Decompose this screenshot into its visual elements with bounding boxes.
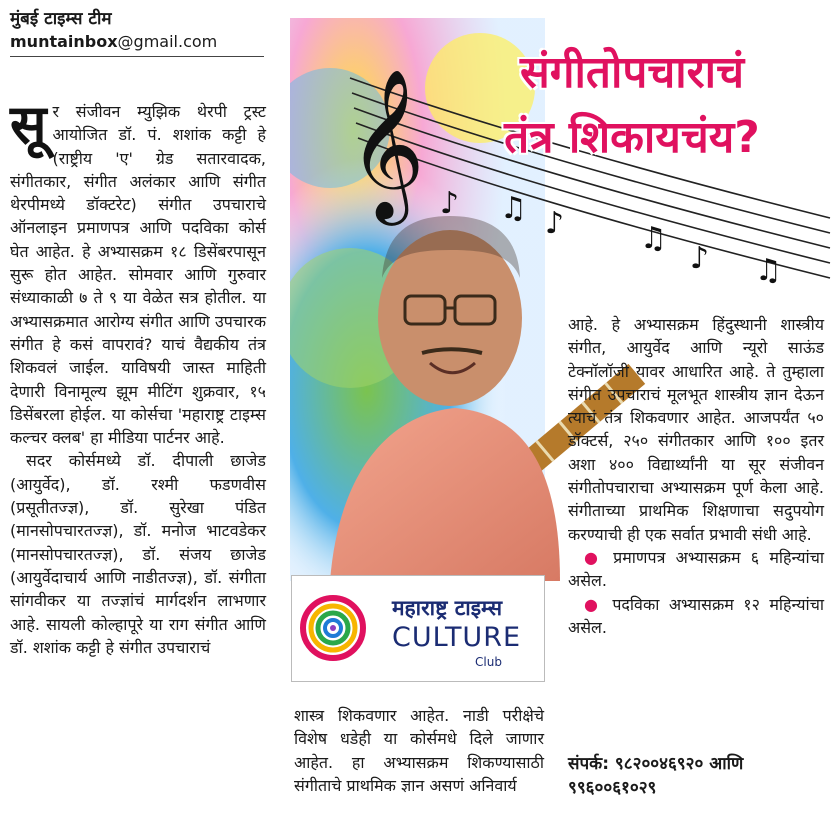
svg-text:♫: ♫	[755, 253, 782, 288]
article-column-1	[10, 93, 266, 659]
club-logo-text: Club	[475, 655, 502, 669]
svg-text:𝄞: 𝄞	[348, 67, 425, 219]
svg-text:♫: ♫	[640, 221, 667, 256]
paragraph-4: आहे. हे अभ्यासक्रम हिंदुस्थानी शास्त्रीय संगीत, आयुर्वेद आणि न्यूरो साऊंड टेक्नॉलॉजी यावर आधारित आहे. ते तुम्हाला संगीत उपचाराचं मूलभूत शास्त्रीय ज्ञान देऊन त्याचं तंत्र शिकवणार आहेत. आजपर्यंत ५० डॉक्टर्स, २५० संगीतकार आणि १०० इतर अशा ४०० विद्यार्थ्यांनी या सूर संजीवन संगीतोपचाराचा अभ्यासक्रम पूर्ण केला आहे. संगीताच्या प्राथमिक शिक्षणाचा सदुपयोग करण्याची ही एक सर्वात प्रभावी संधी आहे.	[568, 315, 824, 544]
maharashtra-times-logo-text: महाराष्ट्र टाइम्स	[391, 596, 503, 620]
article-column-2	[294, 704, 544, 797]
svg-text:♫: ♫	[500, 191, 527, 226]
culture-logo-text: CULTURE	[392, 622, 522, 653]
drop-cap: सू	[10, 93, 47, 156]
svg-text:♪: ♪	[545, 206, 565, 241]
byline-divider	[10, 56, 264, 57]
bullet-1-text: प्रमाणपत्र अभ्यासक्रम ६ महिन्यांचा असेल.	[568, 547, 824, 591]
svg-text:♪: ♪	[690, 241, 710, 276]
bullet-2-text: पदविका अभ्यासक्रम १२ महिन्यांचा असेल.	[568, 594, 824, 637]
paragraph-3: शास्त्र शिकवणार आहेत. नाडी परीक्षेचे विशेष धडेही या कोर्समधे दिले जाणार आहेत. हा अभ्यासक्रम शिकण्यासाठी संगीताचे प्राथमिक ज्ञान असणं अनिवार्य	[294, 706, 544, 795]
article-column-3	[568, 313, 824, 639]
paragraph-1-text: र संजीवन म्युझिक थेरपी ट्रस्ट आयोजित डॉ. पं. शशांक कट्टी हे (राष्ट्रीय 'ए' ग्रेड सतारवादक, संगीतकार, संगीत अलंकार आणि संगीत थेरपीमध्ये डॉक्टरेट) संगीत उपचाराचे ऑनलाइन प्रमाणपत्र आणि पदविका कोर्स घेत आहेत. हे अभ्यासक्रम १८ डिसेंबरपासून सुरू होत आहेत. सोमवार आणि गुरुवार संध्याकाळी ७ ते ९ या वेळेत सत्र होतील. या अभ्यासक्रमात आरोग्य संगीत आणि उपचारक संगीत हे कसं वापरावं? याचं वैद्यकीय तंत्र शिकवलं जाईल. याविषयी जास्त माहिती देणारी विनामूल्य झूम मीटिंग शुक्रवार, १५ डिसेंबरला होईल. या कोर्सचा 'महाराष्ट्र टाइम्स कल्चर क्लब' हा मीडिया पार्टनर आहे.	[10, 102, 266, 448]
email-user: muntainbox	[10, 32, 118, 51]
byline: मुंबई टाइम्स टीम	[10, 9, 112, 29]
culture-club-emblem-icon	[300, 586, 366, 670]
bullet-dot-icon: ●	[584, 594, 603, 614]
contact-info: संपर्क: ९८२००४६९२० आणि ९९६००६१०२९	[568, 754, 744, 798]
headline-line-2: तंत्र शिकायचंय?	[504, 112, 760, 163]
paragraph-1	[10, 93, 266, 449]
author-email	[10, 32, 265, 51]
email-domain: @gmail.com	[117, 32, 218, 51]
svg-text:♪: ♪	[440, 186, 460, 221]
bullet-dot-icon: ●	[584, 547, 604, 567]
bullet-item-2	[568, 593, 824, 640]
headline-line-1: संगीतोपचाराचं	[519, 47, 745, 98]
bullet-item-1	[568, 546, 824, 593]
paragraph-2: सदर कोर्समध्ये डॉ. दीपाली छाजेड (आयुर्वेद), डॉ. रश्मी फडणवीस (प्रसूतीतज्ज्ञ), डॉ. सुरेखा पंडित (मानसोपचारतज्ज्ञ), डॉ. मनोज भाटवडेकर (मानसोपचारतज्ज्ञ), डॉ. संजय छाजेड (आयुर्वेदाचार्य आणि नाडीतज्ज्ञ), डॉ. संगीता सांगवीकर या तज्ज्ञांचं मार्गदर्शन लाभणार आहे. सायली कोल्हापूरे या राग संगीत आणि डॉ. शशांक कट्टी हे संगीत उपचाराचं	[10, 451, 266, 657]
